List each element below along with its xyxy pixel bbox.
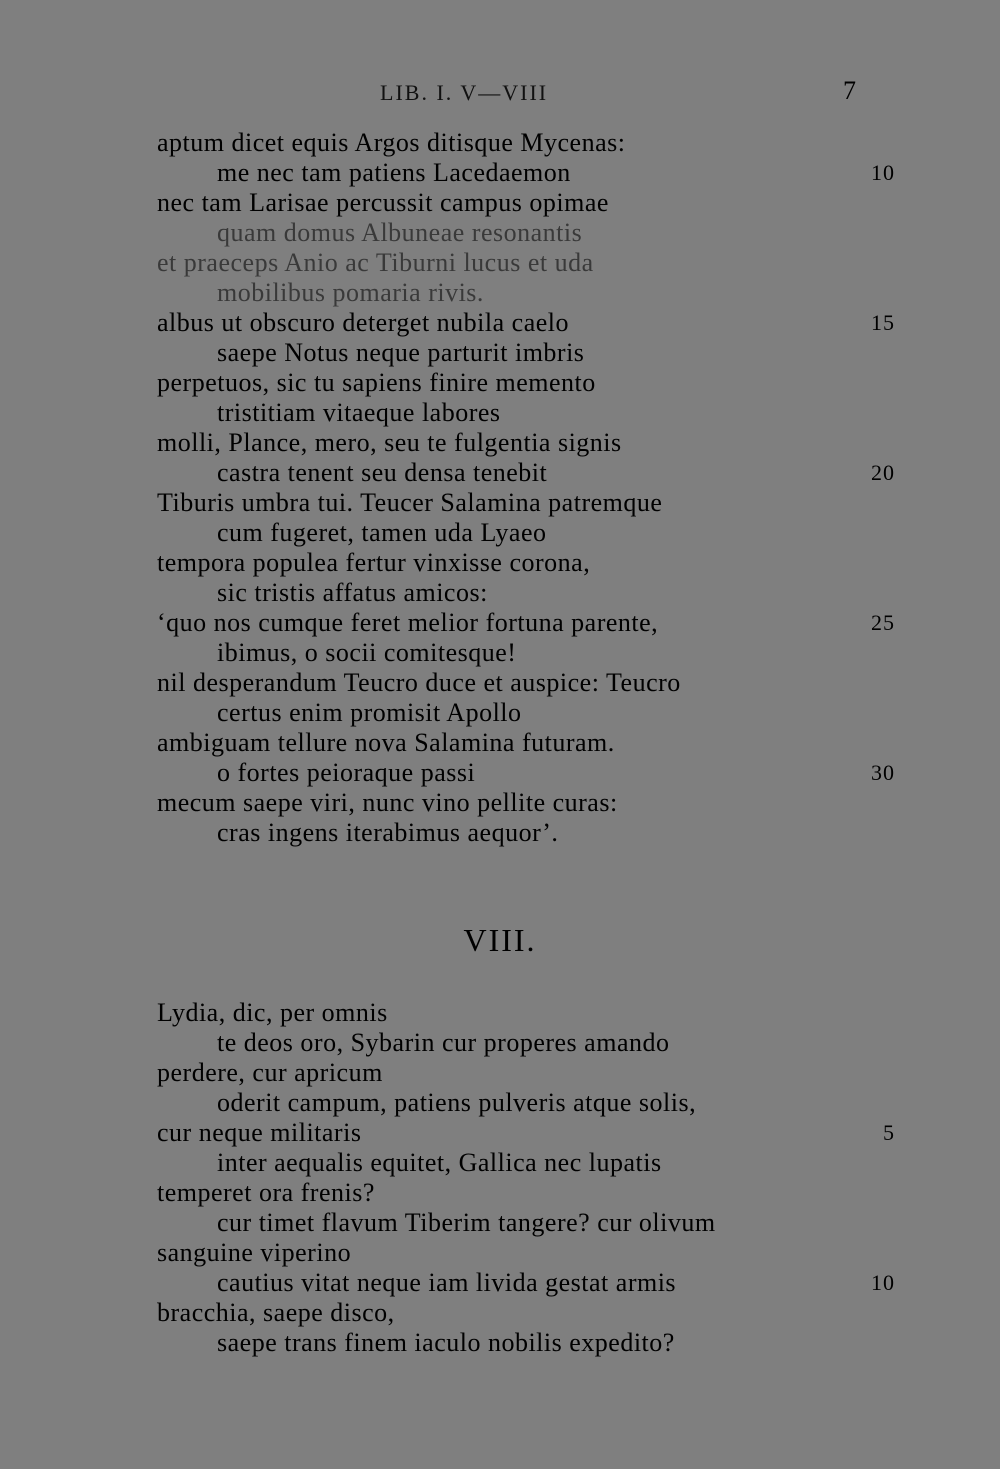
verse-line xyxy=(0,338,1000,368)
verse-text: sic tristis affatus amicos: xyxy=(217,578,488,607)
verse-text: ‘quo nos cumque feret melior fortuna parente, xyxy=(157,608,659,637)
verse-text: ibimus, o socii comitesque! xyxy=(217,638,517,667)
running-head: LIB. I. V—VIII xyxy=(380,80,549,105)
line-number: 10 xyxy=(871,160,895,185)
verse-text: castra tenent seu densa tenebit xyxy=(217,458,548,487)
line-number: 15 xyxy=(871,310,895,335)
verse-line xyxy=(0,218,1000,248)
verse-text: cum fugeret, tamen uda Lyaeo xyxy=(217,518,547,547)
verse-text: tempora populea fertur vinxisse corona, xyxy=(157,548,591,577)
verse-text: temperet ora frenis? xyxy=(157,1178,375,1207)
verse-line xyxy=(0,608,1000,638)
verse-text: nec tam Larisae percussit campus opimae xyxy=(157,188,609,217)
verse-text: me nec tam patiens Lacedaemon xyxy=(217,158,571,187)
verse-line xyxy=(0,1208,1000,1238)
section-title: VIII. xyxy=(463,922,537,958)
verse-text: molli, Plance, mero, seu te fulgentia signis xyxy=(157,428,622,457)
verse-text: o fortes peioraque passi xyxy=(217,758,476,787)
verse-text: et praeceps Anio ac Tiburni lucus et uda xyxy=(157,248,594,277)
verse-line xyxy=(0,308,1000,338)
verse-line xyxy=(0,428,1000,458)
verse-line xyxy=(0,1268,1000,1298)
verse-line xyxy=(0,1238,1000,1268)
verse-text: certus enim promisit Apollo xyxy=(217,698,522,727)
verse-line xyxy=(0,1058,1000,1088)
verse-line xyxy=(0,248,1000,278)
page-number: 7 xyxy=(843,76,856,105)
verse-line xyxy=(0,578,1000,608)
verse-text: inter aequalis equitet, Gallica nec lupatis xyxy=(217,1148,662,1177)
verse-text: ambiguam tellure nova Salamina futuram. xyxy=(157,728,615,757)
verse-text: tristitiam vitaeque labores xyxy=(217,398,501,427)
verse-line xyxy=(0,818,1000,848)
verse-text: cur neque militaris xyxy=(157,1118,362,1147)
line-number: 20 xyxy=(871,460,895,485)
verse-line xyxy=(0,698,1000,728)
verse-text: albus ut obscuro deterget nubila caelo xyxy=(157,308,570,337)
verse-line xyxy=(0,788,1000,818)
verse-text: oderit campum, patiens pulveris atque solis, xyxy=(217,1088,697,1117)
verse-text: cras ingens iterabimus aequor’. xyxy=(217,818,559,847)
verse-text: Tiburis umbra tui. Teucer Salamina patremque xyxy=(157,488,663,517)
verse-text: perdere, cur apricum xyxy=(157,1058,383,1087)
verse-text: aptum dicet equis Argos ditisque Mycenas: xyxy=(157,128,626,157)
verse-line xyxy=(0,188,1000,218)
line-number: 30 xyxy=(871,760,895,785)
verse-text: saepe trans finem iaculo nobilis expedito? xyxy=(217,1328,675,1357)
page-header xyxy=(0,76,1000,112)
verse-line xyxy=(0,758,1000,788)
verse-line xyxy=(0,1088,1000,1118)
verse-line xyxy=(0,1328,1000,1358)
verse-line xyxy=(0,638,1000,668)
line-number: 10 xyxy=(871,1270,895,1295)
verse-line xyxy=(0,1028,1000,1058)
verse-line xyxy=(0,668,1000,698)
verse-line xyxy=(0,398,1000,428)
verse-line xyxy=(0,1118,1000,1148)
verse-line xyxy=(0,1178,1000,1208)
verse-text: sanguine viperino xyxy=(157,1238,352,1267)
verse-line xyxy=(0,518,1000,548)
verse-line xyxy=(0,998,1000,1028)
verse-line xyxy=(0,548,1000,578)
verse-line xyxy=(0,1298,1000,1328)
verse-text: perpetuos, sic tu sapiens finire memento xyxy=(157,368,596,397)
verse-text: nil desperandum Teucro duce et auspice: Teucro xyxy=(157,668,681,697)
verse-line xyxy=(0,158,1000,188)
verse-text: saepe Notus neque parturit imbris xyxy=(217,338,585,367)
verse-text: mobilibus pomaria rivis. xyxy=(217,278,484,307)
verse-line xyxy=(0,488,1000,518)
line-number: 5 xyxy=(883,1120,895,1145)
verse-line xyxy=(0,458,1000,488)
verse-line xyxy=(0,728,1000,758)
verse-text: mecum saepe viri, nunc vino pellite curas: xyxy=(157,788,618,817)
verse-text: quam domus Albuneae resonantis xyxy=(217,218,583,247)
verse-text: Lydia, dic, per omnis xyxy=(157,998,388,1027)
verse-text: cur timet flavum Tiberim tangere? cur olivum xyxy=(217,1208,716,1237)
verse-text: te deos oro, Sybarin cur properes amando xyxy=(217,1028,670,1057)
verse-line xyxy=(0,1148,1000,1178)
verse-line xyxy=(0,278,1000,308)
verse-line xyxy=(0,128,1000,158)
verse-text: bracchia, saepe disco, xyxy=(157,1298,395,1327)
verse-text: cautius vitat neque iam livida gestat armis xyxy=(217,1268,677,1297)
line-number: 25 xyxy=(871,610,895,635)
verse-line xyxy=(0,368,1000,398)
